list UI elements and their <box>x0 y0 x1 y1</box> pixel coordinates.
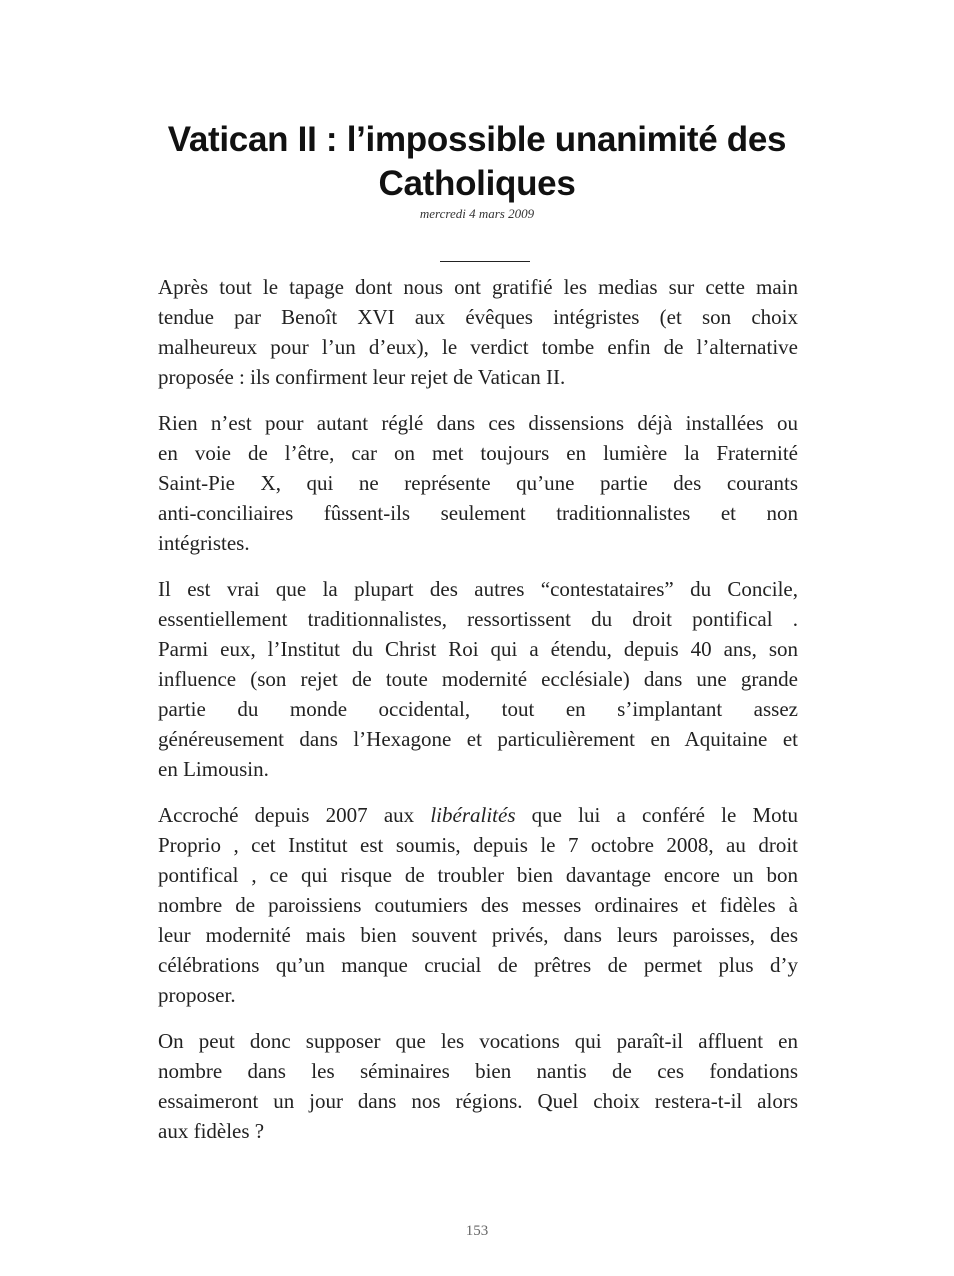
text-line: en Limousin. <box>158 757 269 781</box>
text-line: essaimeront un jour dans nos régions. Quel choix restera-t-il alors <box>158 1089 798 1113</box>
text-line: Après tout le tapage dont nous ont gratifié les medias sur cette main <box>158 275 798 299</box>
text-line: proposée : ils confirment leur rejet de Vatican II. <box>158 365 566 389</box>
italic-text: libéralités <box>430 803 516 827</box>
article-date: mercredi 4 mars 2009 <box>419 206 535 221</box>
text-line: Parmi eux, l’Institut du Christ Roi qui a étendu, depuis 40 ans, son <box>158 637 798 661</box>
separator-rule <box>440 261 530 262</box>
text-line: aux fidèles ? <box>158 1119 265 1143</box>
text-line: généreusement dans l’Hexagone et particulièrement en Aquitaine et <box>158 727 798 751</box>
page-number: 153 <box>465 1223 489 1239</box>
paragraph-3 <box>158 574 798 784</box>
article-body <box>158 272 798 1162</box>
text-line: célébrations qu’un manque crucial de prêtres de permet plus d’y <box>158 953 798 977</box>
text-line <box>158 800 798 830</box>
text-line: nombre de paroissiens coutumiers des messes ordinaires et fidèles à <box>158 893 798 917</box>
paragraph-5 <box>158 1026 798 1146</box>
title-line-1: Vatican II : l’impossible unanimité des <box>167 120 787 159</box>
text-line: Saint-Pie X, qui ne représente qu’une partie des courants <box>158 471 798 495</box>
text-line: proposer. <box>158 983 236 1007</box>
text-line: nombre dans les séminaires bien nantis de ces fondations <box>158 1059 798 1083</box>
text-line: pontifical , ce qui risque de troubler bien davantage encore un bon <box>158 863 798 887</box>
text-line: influence (son rejet de toute modernité ecclésiale) dans une grande <box>158 667 798 691</box>
text-line: en voie de l’être, car on met toujours en lumière la Fraternité <box>158 441 798 465</box>
text-line: Il est vrai que la plupart des autres “contestataires” du Concile, <box>158 577 798 601</box>
text-line: tendue par Benoît XVI aux évêques intégristes (et son choix <box>158 305 798 329</box>
text-line: Rien n’est pour autant réglé dans ces dissensions déjà installées ou <box>158 411 798 435</box>
paragraph-1 <box>158 272 798 392</box>
page-title <box>0 118 954 206</box>
paragraph-4 <box>158 800 798 1010</box>
text-line: essentiellement traditionnalistes, ressortissent du droit pontifical . <box>158 607 798 631</box>
text-line: leur modernité mais bien souvent privés, dans leurs paroisses, des <box>158 923 798 947</box>
text-line: partie du monde occidental, tout en s’implantant assez <box>158 697 798 721</box>
text-segment: que lui a conféré le Motu <box>515 803 799 827</box>
title-line-2: Catholiques <box>378 164 576 203</box>
text-line: On peut donc supposer que les vocations qui paraît-il affluent en <box>158 1029 798 1053</box>
text-line: anti-conciliaires fûssent-ils seulement traditionnalistes et non <box>158 501 798 525</box>
text-segment: Accroché depuis 2007 aux <box>158 803 431 827</box>
text-line: malheureux pour l’un d’eux), le verdict tombe enfin de l’alternative <box>158 335 798 359</box>
text-line: intégristes. <box>158 531 250 555</box>
paragraph-2 <box>158 408 798 558</box>
text-line: Proprio , cet Institut est soumis, depuis le 7 octobre 2008, au droit <box>158 833 798 857</box>
